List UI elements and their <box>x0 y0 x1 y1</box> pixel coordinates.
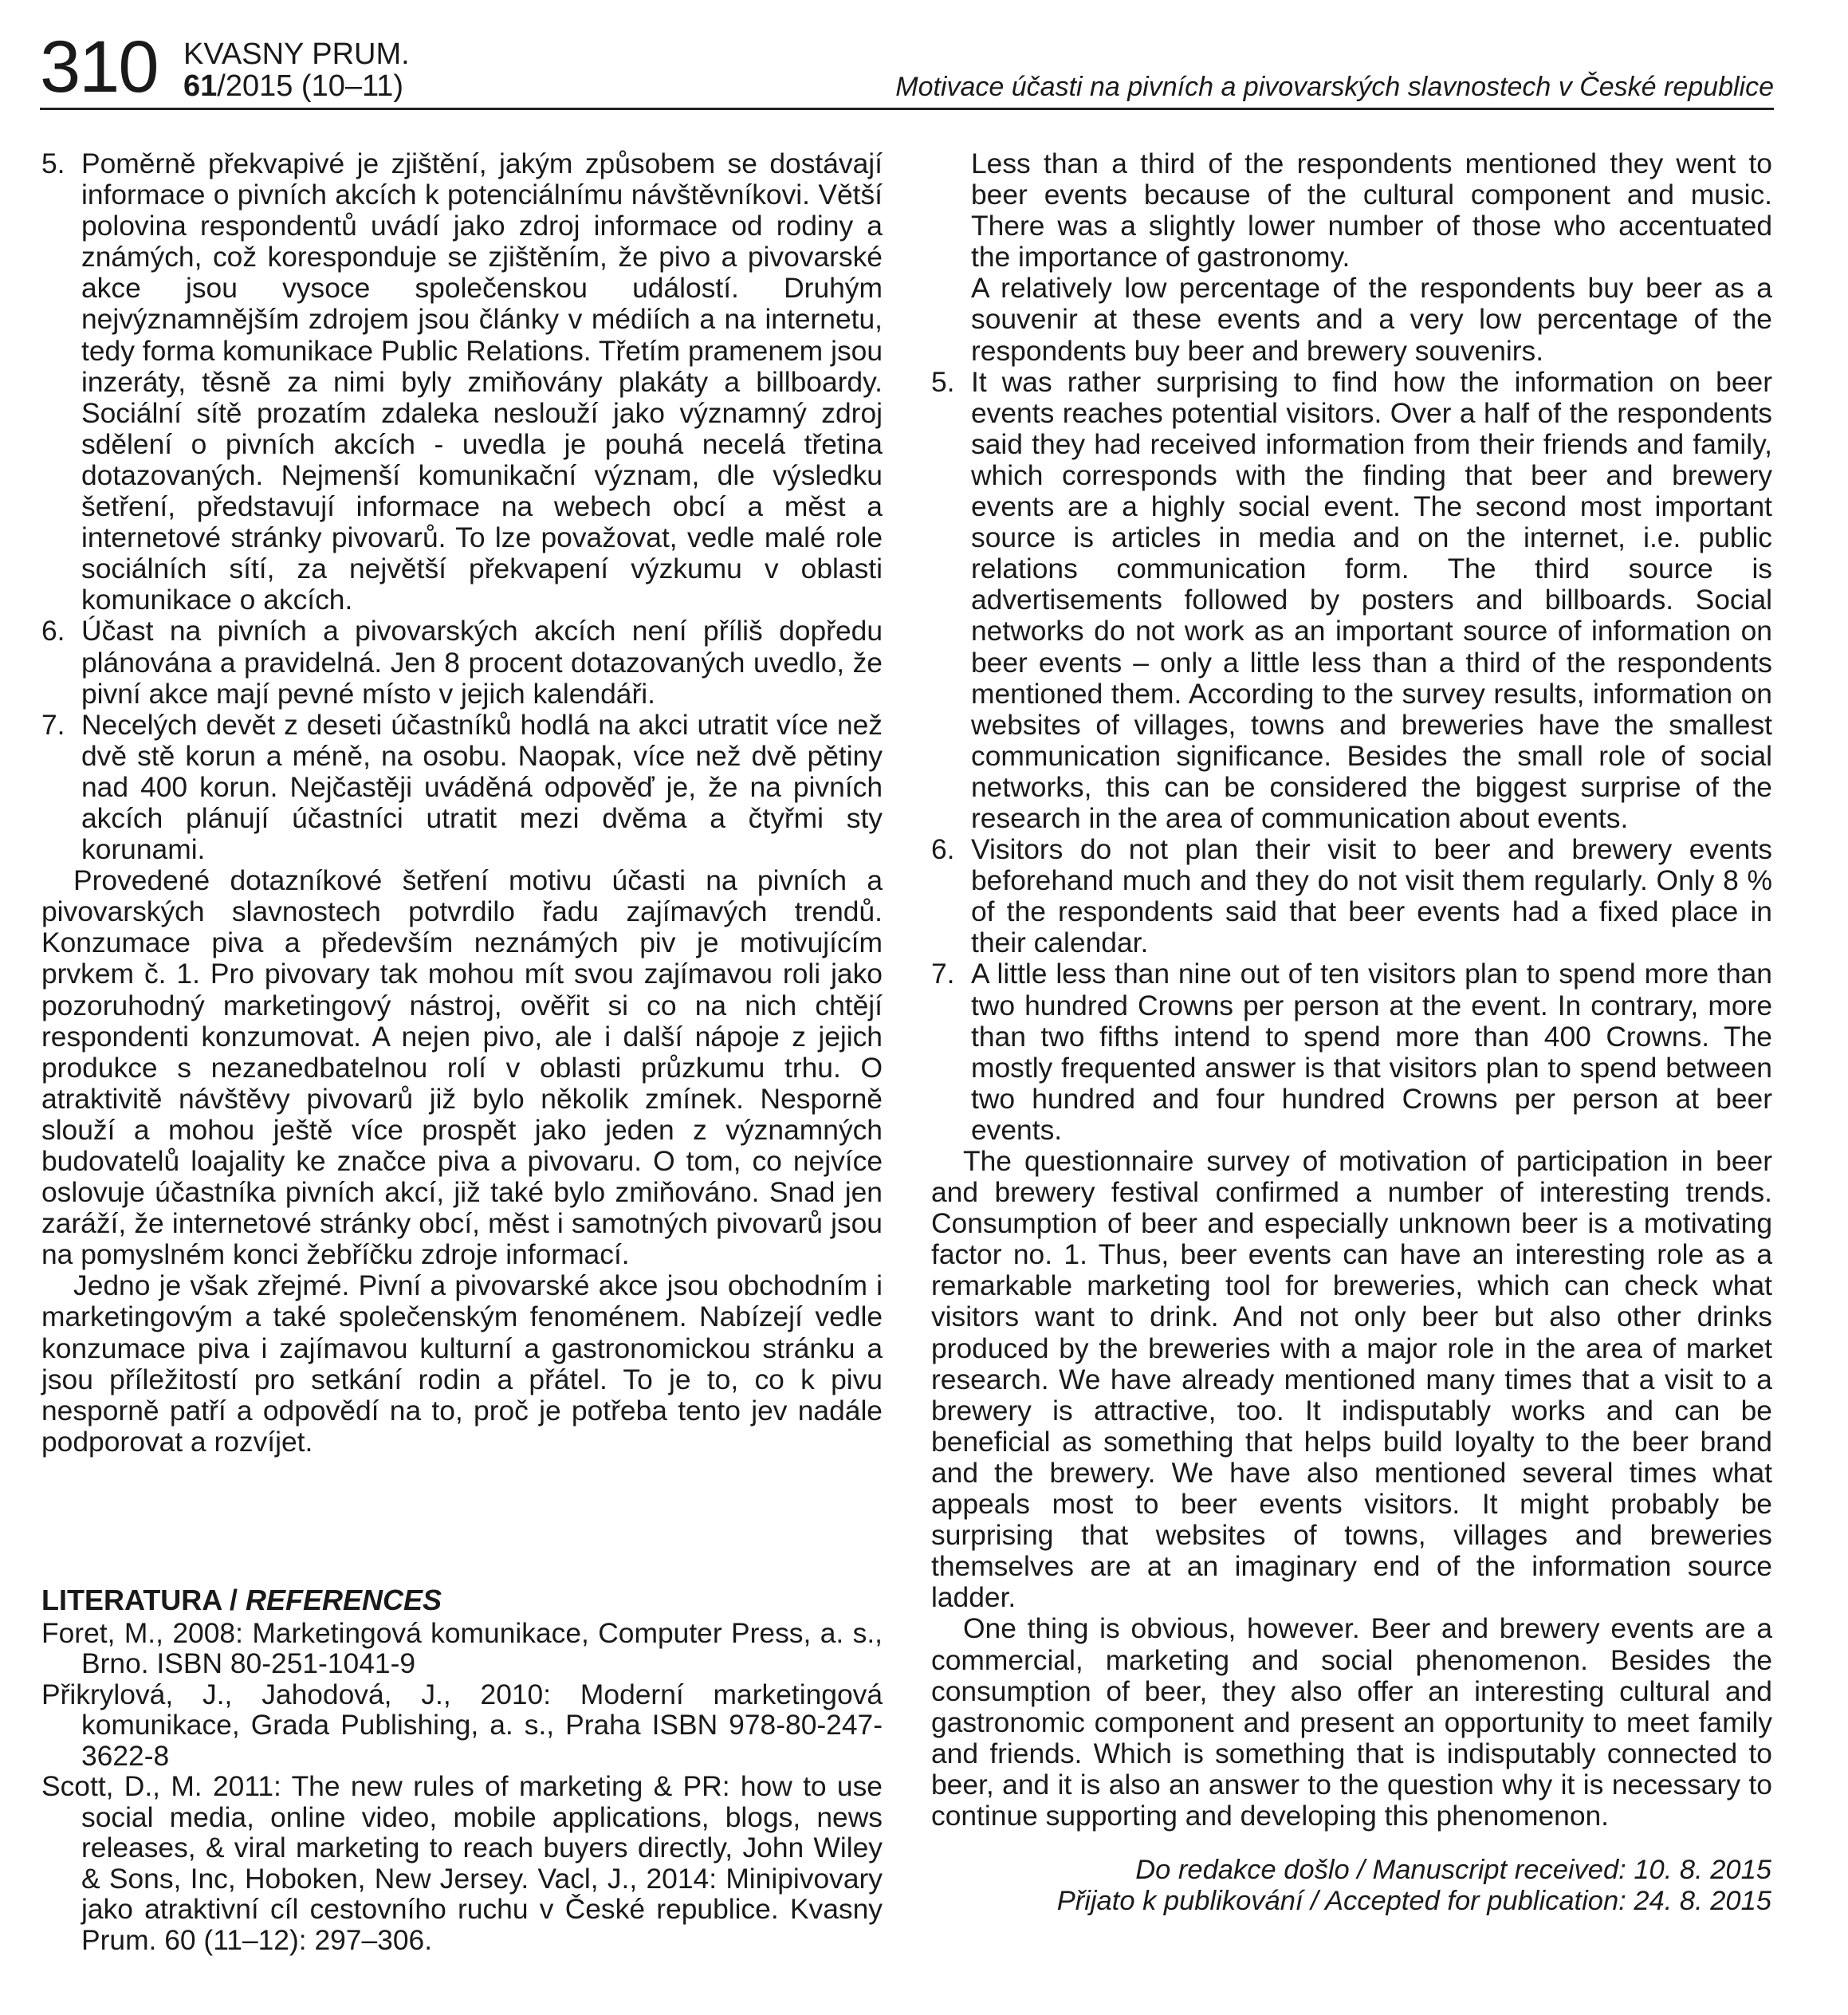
list-item <box>41 616 883 709</box>
intro-paragraph-en: A relatively low percentage of the respondents buy beer as a souvenir at these events and a very low percentage of the respondents buy beer and brewery souvenirs. <box>971 272 1772 367</box>
references-heading-en: REFERENCES <box>245 1584 442 1616</box>
conclusion-paragraph-en: The questionnaire survey of motivation of participation in beer and brewery festival confirmed a number of interesting trends. Consumption of beer and especially unknown beer is a motivating factor no. 1. Thus, beer events can have an interesting role as a remarkable marketing tool for breweries, which can check what visitors want to drink. And not only beer but also other drinks produced by the breweries with a major role in the area of market research. We have already mentioned many times that a visit to a brewery is attractive, too. It indisputably works and can be beneficial as something that helps build loyalty to the beer brand and the brewery. We have also mentioned several times what appeals most to beer events visitors. It might probably be surprising that websites of towns, villages and breweries themselves are at an imaginary end of the information source ladder. <box>931 1145 1772 1614</box>
list-item-text: A little less than nine out of ten visitors plan to spend more than two hundred Crowns per person at the event. In contrary, more than two fifths intend to spend more than 400 Crowns. The mostly frequented answer is that visitors plan to spend between two hundred and four hundred Crowns per person at beer events. <box>971 958 1772 1146</box>
closing-paragraph-cz: Jedno je však zřejmé. Pivní a pivovarské akce jsou obchodním i marketingovým a také společenským fenoménem. Nabízejí vedle konzumace piva i zajímavou kulturní a gastronomickou stránku a jsou příležitostí pro setkání rodin a přátel. To je to, co k pivu nesporně patří a odpovědí na to, proč je potřeba tento jev nadále podporovat a rozvíjet. <box>41 1269 883 1458</box>
list-item <box>41 148 883 616</box>
references-heading-cz: LITERATURA / <box>41 1584 246 1616</box>
references-section <box>41 1585 883 1955</box>
list-item-number: 6. <box>931 833 955 866</box>
page-number: 310 <box>40 26 158 108</box>
right-column <box>931 148 1772 1832</box>
running-title: Motivace účasti na pivních a pivovarských slavnostech v České republice <box>895 72 1774 102</box>
intro-paragraph-en: Less than a third of the respondents mentioned they went to beer events because of the cultural component and music. There was a slightly lower number of those who accentuated the importance of gastronomy. <box>971 148 1772 274</box>
conclusion-paragraph-cz: Provedené dotazníkové šetření motivu účasti na pivních a pivovarských slavnostech potvrdilo řadu zajímavých trendů. Konzumace piva a především neznámých piv je motivujícím prvkem č. 1. Pro pivovary tak mohou mít svou zajímavou roli jako pozoruhodný marketingový nástroj, ověřit si co na nich chtějí respondenti konzumovat. A nejen pivo, ale i další nápoje z jejich produkce s nezanedbatelnou rolí v oblasti průzkumu trhu. O atraktivitě návštěvy pivovarů již bylo několik zmínek. Nesporně slouží a mohou ještě více prospět jako jeden z významných budovatelů loajality ke značce piva a pivovaru. O tom, co nejvíce oslovuje účastníka pivních akcí, již také bylo zmiňováno. Snad jen zaráží, že internetové stránky obcí, měst i samotných pivovarů jsou na pomyslném konci žebříčku zdroje informací. <box>41 864 883 1271</box>
list-item-text: Účast na pivních a pivovarských akcích není příliš dopředu plánována a pravidelná. Jen 8 procent dotazovaných uvedlo, že pivní akce mají pevné místo v jejich kalendáři. <box>81 615 883 710</box>
list-item-text: Visitors do not plan their visit to beer and brewery events beforehand much and they do not visit them regularly. Only 8 % of the respondents said that beer events had a fixed place in their calendar. <box>971 833 1772 959</box>
list-item-number: 5. <box>931 365 955 398</box>
list-item-number: 5. <box>41 148 65 179</box>
findings-list-cz <box>41 148 883 865</box>
list-item <box>41 710 883 865</box>
journal-issue <box>183 70 410 102</box>
reference-item: Přikrylová, J., Jahodová, J., 2010: Moderní marketingová komunikace, Grada Publishing, a. s., Praha ISBN 978-80-247-3622-8 <box>41 1678 883 1772</box>
list-item-text: Poměrně překvapivé je zjištění, jakým způsobem se dostávají informace o pivních akcích k potenciálnímu návštěvníkovi. Větší polovina respondentů uvádí jako zdroj informace od rodiny a známých, což koresponduje se zjištěním, že pivo a pivovarské akce jsou vysoce společenskou událostí. Druhým nejvýznamnějším zdrojem jsou články v médiích a na internetu, tedy forma komunikace Public Relations. Třetím pramenem jsou inzeráty, těsně za nimi byly zmiňovány plakáty a billboardy. Sociální sítě prozatím zdaleka neslouží jako významný zdroj sdělení o pivních akcích - uvedla je pouhá necelá třetina dotazovaných. Nejmenší komunikační význam, dle výsledku šetření, představují informace na webech obcí a měst a internetové stránky pivovarů. To lze považovat, vedle malé role sociálních sítí, za největší překvapení výzkumu v oblasti komunikace o akcích. <box>81 148 883 616</box>
list-item-number: 7. <box>41 708 65 741</box>
references-heading <box>41 1585 883 1616</box>
received-date: Do redakce došlo / Manuscript received: 10. 8. 2015 <box>1135 1855 1771 1885</box>
journal-volume: 61 <box>183 69 218 103</box>
journal-issue-number: /2015 (10–11) <box>217 69 404 103</box>
list-item <box>931 834 1772 958</box>
list-item <box>931 367 1772 834</box>
list-item-number: 6. <box>41 615 65 647</box>
page-header <box>40 26 1774 110</box>
closing-paragraph-en: One thing is obvious, however. Beer and brewery events are a commercial, marketing and social phenomenon. Besides the consumption of beer, they also offer an interesting cultural and gastronomic component and present an opportunity to meet family and friends. Which is something that is indisputably connected to beer, and it is also an answer to the question why it is necessary to continue supporting and developing this phenomenon. <box>931 1612 1772 1832</box>
accepted-date: Přijato k publikování / Accepted for publication: 24. 8. 2015 <box>1056 1886 1771 1916</box>
list-item-text: It was rather surprising to find how the information on beer events reaches potential visitors. Over a half of the respondents said they had received information from their friends and family, which corresponds with the finding that beer and brewery events are a highly social event. The second most important source is articles in media and on the internet, i.e. public relations communication form. The third source is advertisements followed by posters and billboards. Social networks do not work as an important source of information on beer events – only a little less than a third of the respondents mentioned them. According to the survey results, information on websites of villages, towns and breweries have the smallest communication significance. Besides the small role of social networks, this can be considered the biggest surprise of the research in the area of communication about events. <box>971 365 1772 834</box>
journal-name: KVASNY PRUM. <box>183 37 410 71</box>
manuscript-dates <box>1057 1855 1771 1917</box>
list-item-text: Necelých devět z deseti účastníků hodlá na akci utratit více než dvě stě korun a méně, na osobu. Naopak, více než dvě pětiny nad 400 korun. Nejčastěji uváděná odpověď je, že na pivních akcích plánují účastníci utratit mezi dvěma a čtyřmi sty korunami. <box>81 708 883 866</box>
list-item-number: 7. <box>931 958 955 990</box>
reference-item: Foret, M., 2008: Marketingová komunikace, Computer Press, a. s., Brno. ISBN 80-251-1041-9 <box>41 1616 883 1679</box>
left-column <box>41 148 883 1458</box>
findings-list-en <box>931 367 1772 1146</box>
list-item <box>931 958 1772 1146</box>
journal-info <box>183 38 410 102</box>
reference-item: Scott, D., M. 2011: The new rules of marketing & PR: how to use social media, online video, mobile applications, blogs, news releases, & viral marketing to reach buyers directly, John Wiley & Sons, Inc, Hoboken, New Jersey. Vacl, J., 2014: Minipivovary jako atraktivní cíl cestovního ruchu v České republice. Kvasny Prum. 60 (11–12): 297–306. <box>41 1770 883 1956</box>
